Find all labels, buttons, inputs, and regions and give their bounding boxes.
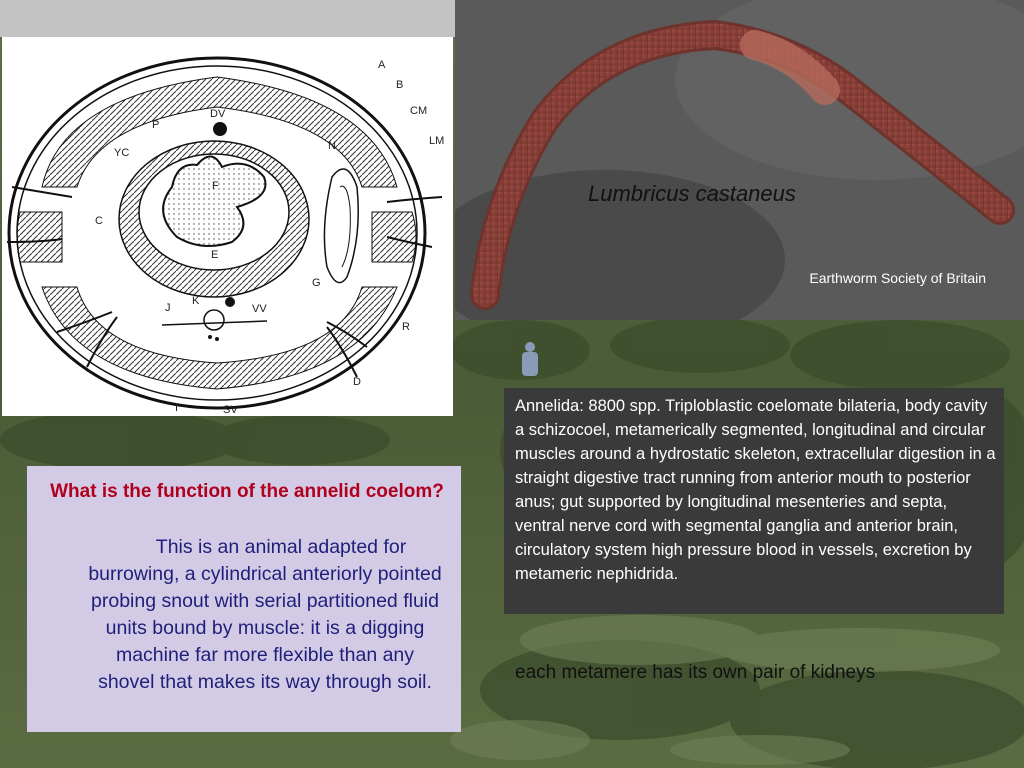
diagram-label: VV: [252, 303, 267, 315]
annelida-info-box: [504, 388, 1004, 614]
diagram-label: LM: [429, 135, 445, 147]
diagram-label: C: [95, 215, 103, 227]
earthworm-photo: [455, 0, 1024, 320]
annelida-info-text: Annelida: 8800 spp. Triploblastic coelomate bilateria, body cavity a schizocoel, metamerically segmented, longitudinal and circular muscles around a hydrostatic skeleton, extracellular digestion in a straight digestive tract running from anterior mouth to posterior anus; gut supported by longitudinal mesenteries and septa, ventral nerve cord with segmental ganglia and anterior brain, circulatory system high pressure blood in vessels, excretion by metameric nephidrida.: [515, 397, 996, 583]
diagram-label: DV: [210, 108, 226, 120]
coelom-cross-section-diagram: [2, 37, 453, 416]
diagram-label: D: [353, 376, 361, 388]
top-strip: [0, 0, 455, 37]
diagram-label: R: [402, 321, 410, 333]
photo-credit: Earthworm Society of Britain: [809, 270, 986, 286]
diagram-label: CM: [410, 105, 428, 117]
diagram-label: E: [211, 249, 219, 261]
diagram-label: I: [175, 402, 179, 414]
question-title: What is the function of the annelid coelom?: [50, 481, 444, 502]
question-box: [27, 466, 461, 732]
diagram-label: YC: [114, 147, 130, 159]
species-caption: Lumbricus castaneus: [588, 181, 796, 206]
diagram-label: B: [396, 79, 404, 91]
diagram-label: K: [192, 295, 200, 307]
diagram-label: G: [312, 277, 321, 289]
diagram-label: SV: [223, 404, 238, 416]
diagram-label: N: [328, 140, 336, 152]
diagram-label: F: [212, 180, 219, 192]
diagram-label: J: [165, 302, 171, 314]
diagram-label: P: [152, 119, 160, 131]
question-answer-text: This is an animal adapted for burrowing, a cylindrical anteriorly pointed probing snout with serial partitioned fluid units bound by muscle: it is a digging machine far more flexible than any shovel that makes its way through soil.: [88, 536, 442, 693]
kidneys-note: each metamere has its own pair of kidneys: [515, 662, 876, 683]
diagram-label: A: [378, 59, 386, 71]
question-answer: [87, 534, 443, 696]
